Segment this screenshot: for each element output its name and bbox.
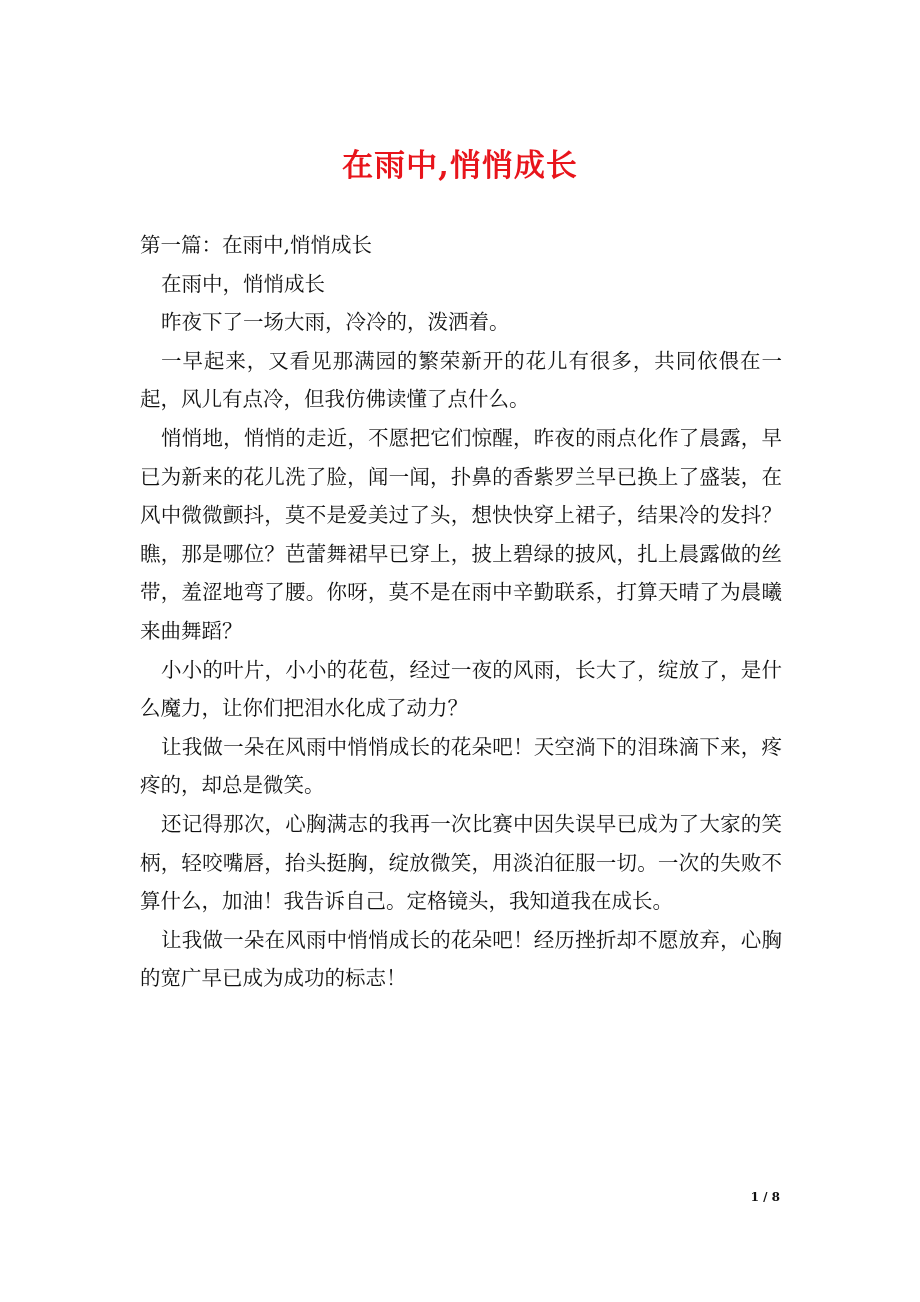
paragraph: 还记得那次，心胸满志的我再一次比赛中因失误早已成为了大家的笑柄，轻咬嘴唇，抬头挺胸，绽放微笑，用淡泊征服一切。一次的失败不算什么，加油！我告诉自己。定格镜头，我知道我在成长。 [140, 811, 782, 914]
paragraph: 小小的叶片，小小的花苞，经过一夜的风雨，长大了，绽放了，是什么魔力，让你们把泪水化成了动力？ [140, 657, 782, 721]
paragraph: 让我做一朵在风雨中悄悄成长的花朵吧！经历挫折却不愿放弃，心胸的宽广早已成为成功的标志！ [140, 927, 782, 991]
page-number: 1 / 8 [750, 1190, 780, 1204]
document-body [140, 226, 782, 998]
paragraph-subtitle: 在雨中，悄悄成长 [161, 271, 325, 296]
paragraph: 悄悄地，悄悄的走近，不愿把它们惊醒，昨夜的雨点化作了晨露，早已为新来的花儿洗了脸，闻一闻，扑鼻的香紫罗兰早已换上了盛装，在风中微微颤抖，莫不是爱美过了头，想快快穿上裙子，结果冷的发抖？瞧，那是哪位？芭蕾舞裙早已穿上，披上碧绿的披风，扎上晨露做的丝带，羞涩地弯了腰。你呀，莫不是在雨中辛勤联系，打算天晴了为晨曦来曲舞蹈？ [140, 425, 782, 643]
paragraph: 一早起来，又看见那满园的繁荣新开的花儿有很多，共同依偎在一起，风儿有点冷，但我仿佛读懂了点什么。 [140, 348, 782, 412]
paragraph: 让我做一朵在风雨中悄悄成长的花朵吧！天空淌下的泪珠滴下来，疼疼的，却总是微笑。 [140, 734, 782, 798]
paragraph-chapter-heading: 第一篇：在雨中,悄悄成长 [140, 233, 373, 257]
document-title: 在雨中,悄悄成长 [342, 148, 578, 184]
paragraph: 昨夜下了一场大雨，冷冷的，泼洒着。 [161, 310, 510, 335]
